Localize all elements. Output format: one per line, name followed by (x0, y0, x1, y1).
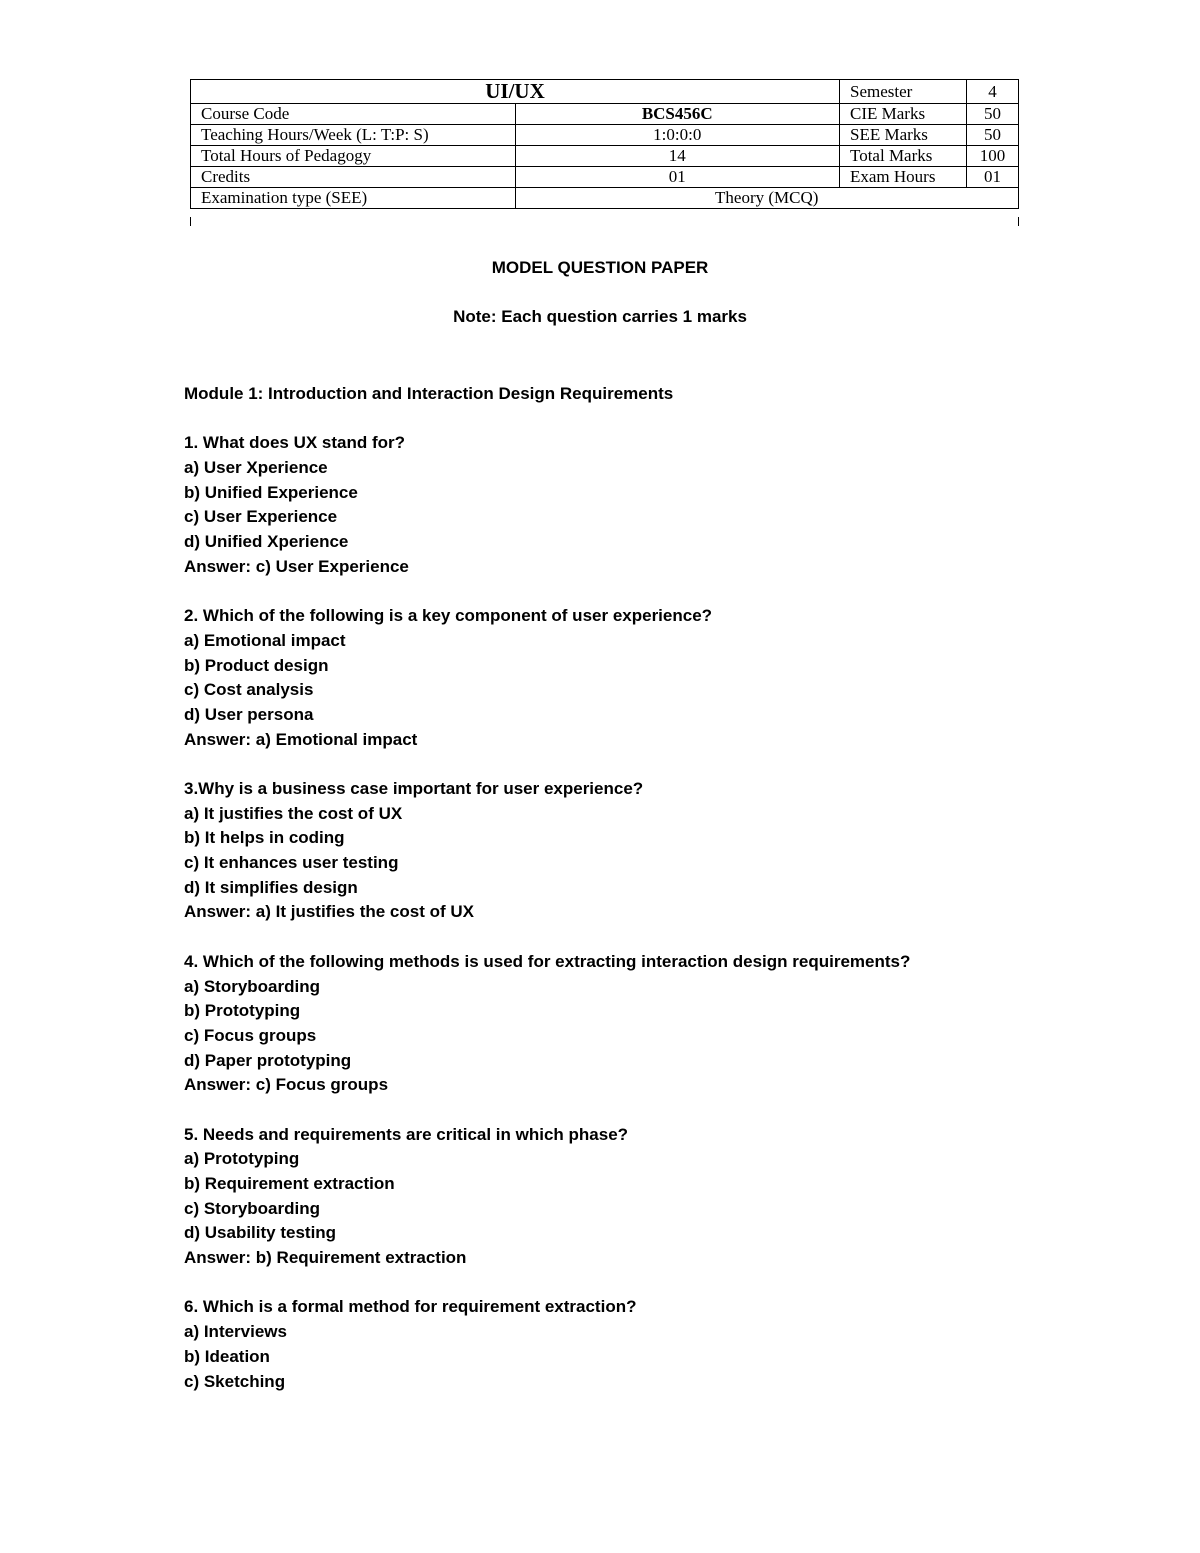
see-marks-label: SEE Marks (840, 125, 967, 146)
option-b: b) Unified Experience (184, 482, 358, 502)
answer-text: Answer: a) It justifies the cost of UX (184, 902, 474, 922)
option-b: b) Requirement extraction (184, 1174, 395, 1193)
option-a: a) Emotional impact (184, 630, 346, 650)
option-d: d) It simplifies design (184, 877, 358, 897)
exam-type-label: Examination type (SEE) (191, 188, 516, 209)
answer-text: Answer: c) User Experience (184, 556, 409, 576)
question-list (184, 382, 1084, 1419)
question-item (184, 1295, 1084, 1394)
option-d: d) Unified Xperience (184, 532, 349, 552)
teaching-hours-value: 1:0:0:0 (515, 125, 840, 146)
question-text: 5. Needs and requirements are critical in which phase? (184, 1124, 629, 1144)
table-row (191, 125, 1019, 146)
option-b: b) Ideation (184, 1346, 270, 1366)
pedagogy-hours-value: 14 (515, 146, 840, 167)
option-c: c) It enhances user testing (184, 853, 399, 873)
teaching-hours-label: Teaching Hours/Week (L: T:P: S) (191, 125, 516, 146)
option-b: b) Product design (184, 655, 329, 675)
cie-marks-value: 50 (967, 104, 1019, 125)
question-item (184, 777, 1084, 925)
table-row (191, 146, 1019, 167)
option-a: a) Storyboarding (184, 976, 321, 996)
question-text: 4. Which of the following methods is used for extracting interaction design requirements? (184, 951, 911, 971)
pedagogy-hours-label: Total Hours of Pedagogy (191, 146, 516, 167)
answer-text: Answer: c) Focus groups (184, 1075, 389, 1095)
option-c: c) Cost analysis (184, 680, 314, 700)
option-b: b) It helps in coding (184, 828, 345, 848)
option-c: c) Sketching (184, 1371, 286, 1391)
question-text: 3.Why is a business case important for user experience? (184, 779, 644, 798)
table-row (191, 104, 1019, 125)
course-code-label: Course Code (191, 104, 516, 125)
question-item (184, 1123, 1084, 1271)
question-text: 2. Which of the following is a key component of user experience? (184, 606, 713, 626)
option-d: d) User persona (184, 704, 314, 724)
exam-hours-label: Exam Hours (840, 167, 967, 188)
semester-value: 4 (967, 80, 1019, 104)
option-a: a) User Xperience (184, 458, 328, 478)
course-code-value: BCS456C (515, 104, 840, 125)
course-title: UI/UX (191, 80, 840, 104)
spacer (184, 407, 1084, 432)
page-title: MODEL QUESTION PAPER (491, 258, 709, 277)
question-text: 6. Which is a formal method for requirement extraction? (184, 1297, 637, 1317)
answer-text: Answer: a) Emotional impact (184, 729, 418, 749)
table-row (191, 188, 1019, 209)
course-details-table (190, 79, 1019, 209)
question-text: 1. What does UX stand for? (184, 433, 406, 453)
exam-type-value: Theory (MCQ) (515, 188, 1019, 209)
option-a: a) Interviews (184, 1322, 287, 1342)
credits-label: Credits (191, 167, 516, 188)
question-item (184, 950, 1084, 1098)
table-row (191, 167, 1019, 188)
question-item (184, 604, 1084, 752)
module-title: Module 1: Introduction and Interaction Design Requirements (184, 384, 674, 403)
question-item (184, 431, 1084, 579)
option-b: b) Prototyping (184, 1001, 301, 1021)
see-marks-value: 50 (967, 125, 1019, 146)
total-marks-value: 100 (967, 146, 1019, 167)
credits-value: 01 (515, 167, 840, 188)
marks-note: Note: Each question carries 1 marks (453, 307, 747, 326)
option-a: a) Prototyping (184, 1149, 300, 1169)
cie-marks-label: CIE Marks (840, 104, 967, 125)
option-c: c) User Experience (184, 507, 338, 527)
option-c: c) Storyboarding (184, 1198, 321, 1218)
option-a: a) It justifies the cost of UX (184, 803, 403, 823)
table-row (191, 80, 1019, 104)
option-d: d) Paper prototyping (184, 1050, 352, 1070)
semester-label: Semester (840, 80, 967, 104)
table-bottom-edge (190, 217, 1019, 226)
exam-hours-value: 01 (967, 167, 1019, 188)
option-c: c) Focus groups (184, 1025, 317, 1045)
answer-text: Answer: b) Requirement extraction (184, 1248, 467, 1268)
option-d: d) Usability testing (184, 1223, 337, 1243)
total-marks-label: Total Marks (840, 146, 967, 167)
